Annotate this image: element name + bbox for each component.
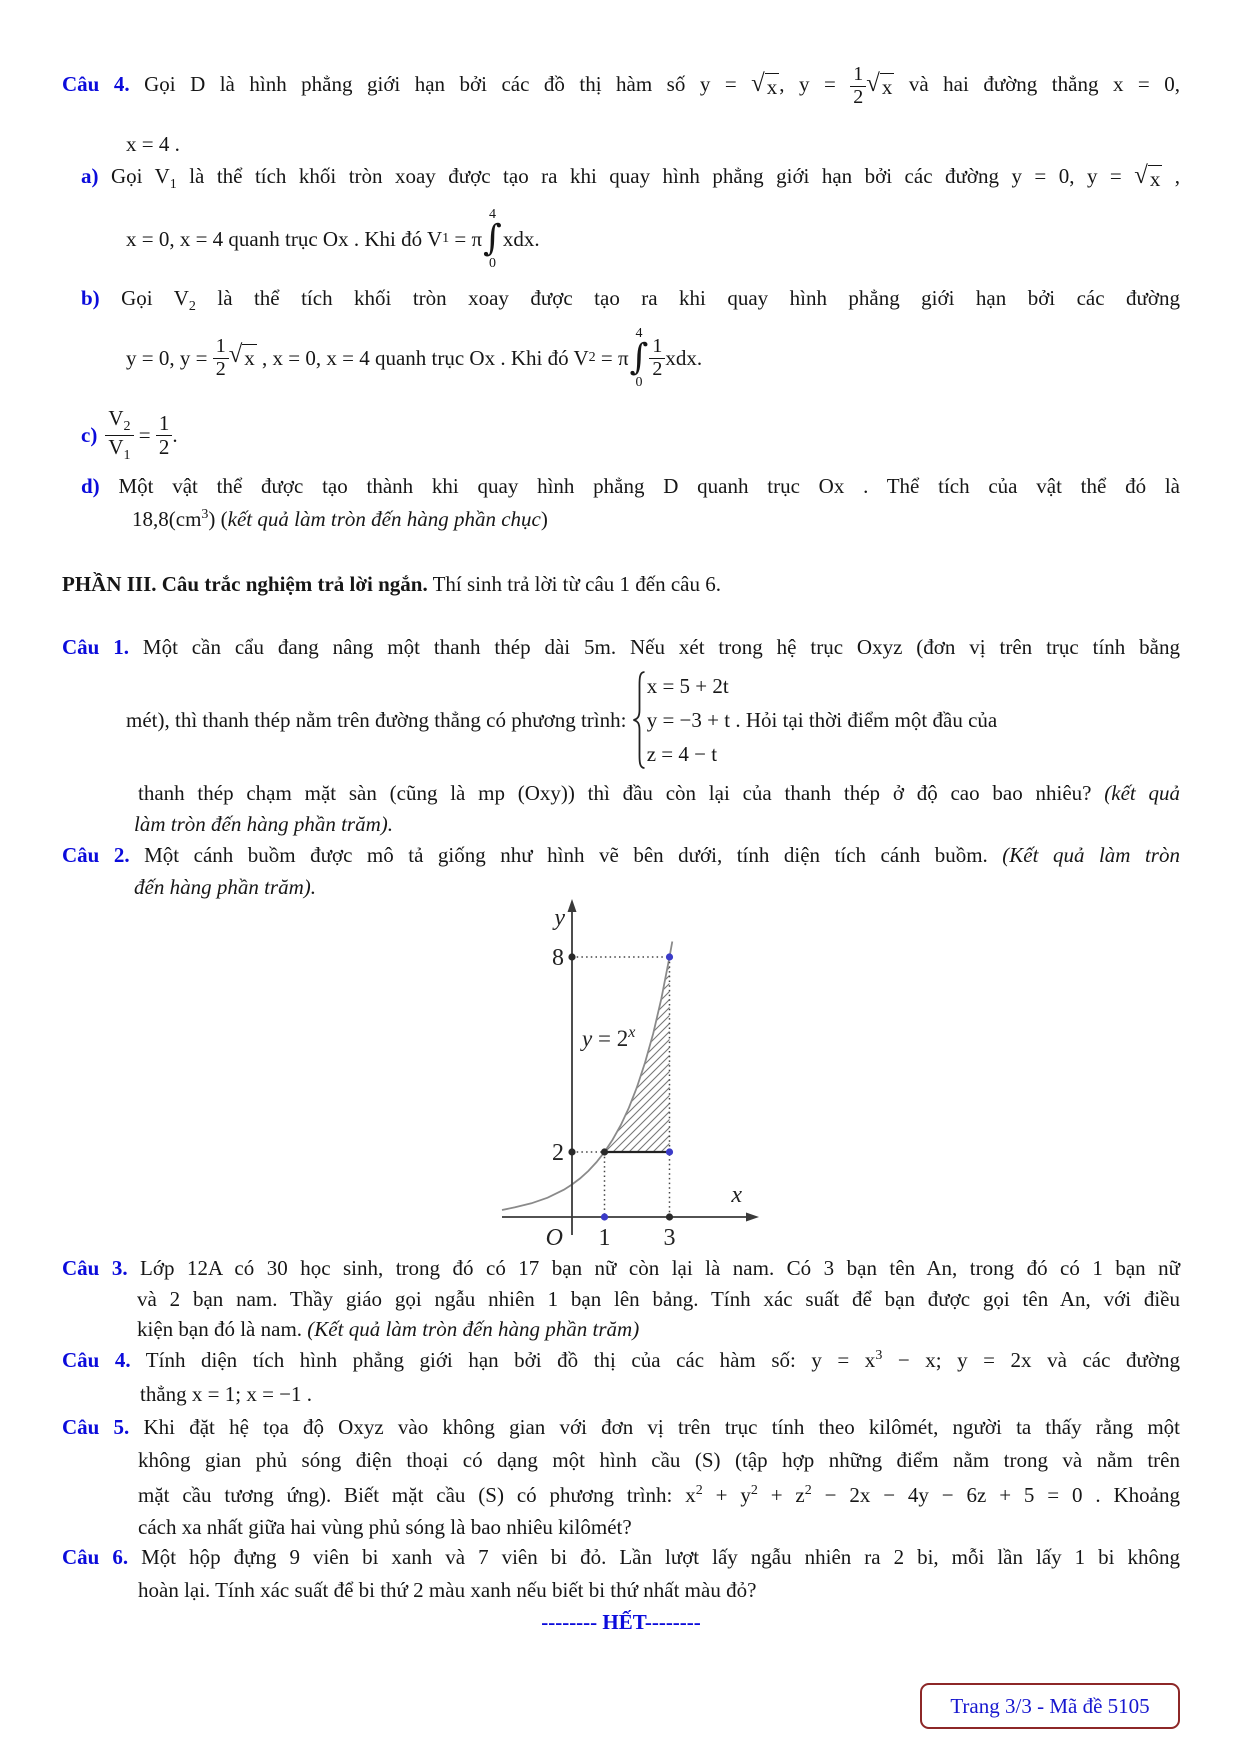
italic-note: (Kết quả làm tròn đến hàng phần trăm) bbox=[307, 1317, 640, 1341]
denominator: 2 bbox=[158, 434, 170, 459]
p3q4-line1 bbox=[62, 1347, 1180, 1373]
sqrt-sign: √ bbox=[1134, 162, 1148, 189]
sqrt-sign: √ bbox=[228, 341, 243, 369]
sqrt-sign: √ bbox=[751, 69, 765, 97]
math-var: V bbox=[173, 286, 189, 310]
integrand: xdx. bbox=[502, 226, 540, 251]
y-axis-arrow bbox=[568, 899, 577, 912]
xtick-3: 3 bbox=[663, 1225, 676, 1250]
point-3-8 bbox=[666, 953, 673, 960]
superscript: 2 bbox=[695, 1483, 703, 1498]
p2q4-line2 bbox=[62, 131, 1180, 157]
subscript: 1 bbox=[169, 177, 177, 193]
figure-svg bbox=[470, 895, 770, 1250]
integral bbox=[483, 207, 502, 271]
denominator: 2 bbox=[853, 85, 864, 108]
math: y = bbox=[699, 71, 752, 96]
text: . bbox=[172, 422, 178, 447]
text: mặt cầu tương ứng). Biết mặt cầu (S) có phương trình: x bbox=[138, 1483, 696, 1507]
p3q4-line2 bbox=[62, 1381, 1180, 1407]
text: là thể tích khối tròn xoay được tạo ra khi quay hình phẳng giới hạn bởi các đường bbox=[176, 164, 1012, 188]
p3q2-line1 bbox=[62, 842, 1180, 868]
math: y = 0, y = bbox=[126, 345, 213, 370]
superscript: 2 bbox=[804, 1483, 812, 1498]
subscript: 2 bbox=[588, 350, 596, 366]
p2q4-b-line1 bbox=[62, 285, 1180, 316]
question-label: Câu 4. bbox=[62, 71, 130, 96]
p2q4-d-line1 bbox=[62, 473, 1180, 499]
x-axis-label: x bbox=[731, 1182, 742, 1208]
text: Tính diện tích hình phẳng giới hạn bởi đồ thị của các hàm số: y = x bbox=[130, 1348, 876, 1372]
point-0-8 bbox=[568, 953, 575, 960]
math: y = bbox=[1086, 164, 1135, 188]
item-label-d: d) bbox=[81, 474, 100, 498]
sqrt-radical bbox=[751, 69, 779, 100]
text: , bbox=[779, 71, 799, 96]
text: mét), thì thanh thép nằm trên đường thẳng có phương trình: bbox=[126, 707, 632, 732]
fraction bbox=[649, 336, 665, 380]
text: . Khoảng bbox=[1082, 1483, 1180, 1507]
text: thẳng x = 1; x = −1 . bbox=[140, 1382, 313, 1406]
denominator: 2 bbox=[215, 357, 226, 380]
text: Lớp 12A có 30 học sinh, trong đó có 17 bạn nữ còn lại là nam. Có 3 bạn tên An, trong đó có 1 bạn nữ bbox=[127, 1256, 1180, 1280]
system-brace bbox=[632, 670, 647, 770]
text: , bbox=[1162, 164, 1181, 188]
integral-sign: ∫ bbox=[483, 218, 502, 260]
numerator: 1 bbox=[156, 412, 173, 436]
radicand: x bbox=[881, 74, 893, 99]
fraction bbox=[156, 412, 173, 458]
fraction bbox=[213, 336, 229, 380]
p3q6-line1 bbox=[62, 1544, 1180, 1570]
p3q5-line3 bbox=[62, 1482, 1180, 1508]
text: Một cần cẩu đang nâng một thanh thép dài 5m. Nếu xét trong hệ trục Oxyz (đơn vị trên trục tính bằng bbox=[129, 635, 1180, 659]
system-rows bbox=[647, 669, 730, 771]
question-label: Câu 3. bbox=[62, 1256, 128, 1280]
math: x = 0, x = 4 quanh trục Ox . Khi đó V bbox=[126, 226, 443, 251]
math: − 2x − 4y − 6z + 5 = 0 bbox=[811, 1483, 1083, 1507]
hatched-region bbox=[605, 957, 670, 1152]
numerator: 1 bbox=[850, 64, 866, 87]
sqrt-sign: √ bbox=[866, 69, 880, 97]
integral-upper-limit: 4 bbox=[488, 207, 496, 223]
system-eq-x: x = 5 + 2t bbox=[646, 673, 729, 698]
p3q6-line2 bbox=[62, 1577, 1180, 1603]
p2q4-line1 bbox=[62, 64, 1180, 108]
part3-heading bbox=[62, 571, 1180, 597]
sail-figure bbox=[470, 895, 770, 1256]
fraction bbox=[850, 64, 866, 108]
math: , x = 0, x = 4 quanh trục Ox . Khi đó V bbox=[256, 345, 589, 370]
question-label: Câu 5. bbox=[62, 1415, 130, 1439]
p3q5-line4 bbox=[62, 1514, 1180, 1540]
point-0-2 bbox=[568, 1148, 575, 1155]
point-3-2 bbox=[666, 1148, 673, 1155]
heading-rest: Thí sinh trả lời từ câu 1 đến câu 6. bbox=[427, 572, 722, 596]
system-eq-y: y = −3 + t bbox=[646, 707, 731, 732]
text: Gọi bbox=[129, 71, 191, 96]
end-marker-text: -------- HẾT-------- bbox=[541, 1610, 701, 1634]
p3q1-line2 bbox=[62, 668, 1180, 772]
math: = bbox=[133, 422, 156, 447]
radicand: x bbox=[766, 74, 778, 99]
text: . Hỏi tại thời điểm một đầu của bbox=[730, 707, 998, 732]
denominator bbox=[105, 436, 133, 463]
subscript: 2 bbox=[123, 419, 131, 435]
math: x = 4 . bbox=[126, 132, 180, 156]
italic-note: (Kết quả làm tròn bbox=[1002, 843, 1180, 867]
denominator: 2 bbox=[652, 357, 663, 380]
italic-note: kết quả làm tròn đến hàng phần chục bbox=[227, 507, 541, 531]
integrand: xdx. bbox=[665, 345, 703, 370]
p3q1-line3 bbox=[62, 780, 1180, 806]
p3q3-line3 bbox=[62, 1316, 1180, 1342]
italic-note: làm tròn đến hàng phần trăm). bbox=[134, 812, 393, 836]
p3q1-line1 bbox=[62, 634, 1180, 660]
text: ) ( bbox=[208, 507, 228, 531]
text: và 2 bạn nam. Thầy giáo gọi ngẫu nhiên 1 bạn lên bảng. Tính xác suất để bạn được gọi tên An, với điều bbox=[137, 1287, 1180, 1311]
text: kiện bạn đó là nam. bbox=[137, 1317, 308, 1341]
superscript: 3 bbox=[201, 507, 209, 522]
question-label: Câu 1. bbox=[62, 635, 129, 659]
p2q4-c-line bbox=[62, 402, 1180, 468]
point-1-0 bbox=[601, 1213, 608, 1220]
subscript: 1 bbox=[123, 447, 131, 463]
page-footer-box bbox=[920, 1683, 1180, 1729]
page-footer-text: Trang 3/3 - Mã đề 5105 bbox=[950, 1693, 1150, 1718]
p3q3-line1 bbox=[62, 1255, 1180, 1281]
math: 18,8(cm bbox=[132, 507, 202, 531]
integral-lower-limit: 0 bbox=[635, 374, 643, 390]
integral bbox=[630, 326, 649, 390]
superscript: 3 bbox=[875, 1348, 883, 1363]
radicand: x bbox=[1149, 167, 1161, 191]
math-var: V bbox=[108, 406, 124, 431]
system-eq-z: z = 4 − t bbox=[646, 742, 718, 766]
numerator: 1 bbox=[213, 336, 229, 359]
math-var: V bbox=[108, 434, 124, 459]
sqrt-radical bbox=[866, 69, 894, 100]
curve-label: $y = 2^x$ bbox=[582, 1024, 636, 1051]
p2q4-b-line2 bbox=[62, 320, 1180, 396]
item-label-a: a) bbox=[81, 164, 99, 188]
text: Một cánh buồm được mô tả giống như hình vẽ bên dưới, tính diện tích cánh buồm. bbox=[129, 843, 1003, 867]
text: là thể tích khối tròn xoay được tạo ra khi quay hình phẳng giới hạn bởi các đường bbox=[195, 286, 1181, 310]
subscript: 1 bbox=[442, 231, 450, 247]
numerator: 1 bbox=[649, 336, 665, 359]
p3q5-line1 bbox=[62, 1414, 1180, 1440]
p3q3-line2 bbox=[62, 1286, 1180, 1312]
p3q1-line4 bbox=[62, 811, 1180, 837]
p2q4-d-line2 bbox=[62, 506, 1180, 532]
sqrt-radical bbox=[228, 341, 257, 371]
text: Một hộp đựng 9 viên bi xanh và 7 viên bi đỏ. Lần lượt lấy ngẫu nhiên ra 2 bi, mỗi lần lấy 1 bi không bbox=[128, 1545, 1180, 1569]
math: + z bbox=[757, 1483, 805, 1507]
text: và các đường bbox=[1031, 1348, 1180, 1372]
point-1-2 bbox=[601, 1148, 608, 1155]
italic-note: (kết quả bbox=[1104, 781, 1180, 805]
ytick-2: 2 bbox=[552, 1140, 564, 1166]
p2q4-a-line1 bbox=[62, 163, 1180, 194]
x-axis-arrow bbox=[746, 1213, 759, 1222]
brace-path bbox=[633, 672, 644, 768]
point-3-0 bbox=[666, 1213, 673, 1220]
numerator bbox=[105, 407, 133, 435]
fraction-v2-v1 bbox=[105, 407, 133, 463]
origin-label: O bbox=[545, 1225, 563, 1250]
question-label: Câu 4. bbox=[62, 1348, 131, 1372]
superscript: 2 bbox=[750, 1483, 758, 1498]
question-label: Câu 6. bbox=[62, 1545, 129, 1569]
y-axis-label: y bbox=[554, 905, 565, 931]
math-var: D bbox=[190, 71, 206, 96]
text: cách xa nhất giữa hai vùng phủ sóng là bao nhiêu kilômét? bbox=[138, 1515, 632, 1539]
math-var: V bbox=[154, 164, 170, 188]
subscript: 2 bbox=[188, 299, 196, 315]
text: là hình phẳng giới hạn bởi các đồ thị hàm số bbox=[205, 71, 700, 96]
math: + y bbox=[702, 1483, 751, 1507]
xtick-1: 1 bbox=[598, 1225, 611, 1250]
item-label-c: c) bbox=[81, 422, 98, 447]
text: Khi đặt hệ tọa độ Oxyz vào không gian với đơn vị trên trục tính theo kilômét, người ta thấy rằng một bbox=[129, 1415, 1180, 1439]
text: Một vật thể được tạo thành khi quay hình phẳng D quanh trục Ox . Thể tích của vật thể đó là bbox=[99, 474, 1180, 498]
integral-lower-limit: 0 bbox=[488, 255, 496, 271]
item-label-b: b) bbox=[81, 286, 100, 310]
text: ) bbox=[540, 507, 548, 531]
p3q5-line2 bbox=[62, 1447, 1180, 1473]
question-label: Câu 2. bbox=[62, 843, 130, 867]
text: Gọi bbox=[99, 286, 174, 310]
end-marker bbox=[62, 1609, 1180, 1635]
text: không gian phủ sóng điện thoại có dạng một hình cầu (S) (tập hợp những điểm nằm trong và nằm trên bbox=[138, 1448, 1180, 1472]
integral-sign: ∫ bbox=[629, 337, 649, 379]
ytick-8: 8 bbox=[552, 945, 564, 971]
integral-upper-limit: 4 bbox=[635, 326, 643, 342]
heading-bold: PHẦN III. Câu trắc nghiệm trả lời ngắn. bbox=[62, 572, 428, 596]
math: − x; y = 2x bbox=[882, 1348, 1032, 1372]
text: thanh thép chạm mặt sàn (cũng là mp (Oxy)) thì đầu còn lại của thanh thép ở độ cao bao nhiêu? bbox=[138, 781, 1105, 805]
math: x = 0, bbox=[1112, 71, 1180, 96]
text: và hai đường thẳng bbox=[894, 71, 1113, 96]
math: = π bbox=[449, 226, 483, 251]
italic-note: đến hàng phần trăm). bbox=[134, 875, 316, 899]
sqrt-radical bbox=[1134, 162, 1162, 192]
radicand: x bbox=[244, 346, 255, 371]
math: = π bbox=[595, 345, 629, 370]
math: y = 0, bbox=[1011, 164, 1087, 188]
p2q4-a-line2 bbox=[62, 204, 1180, 274]
text: hoàn lại. Tính xác suất để bi thứ 2 màu xanh nếu biết bi thứ nhất màu đỏ? bbox=[138, 1578, 757, 1602]
equation-system bbox=[632, 669, 730, 771]
math: y = bbox=[798, 71, 851, 96]
text: Gọi bbox=[98, 164, 155, 188]
